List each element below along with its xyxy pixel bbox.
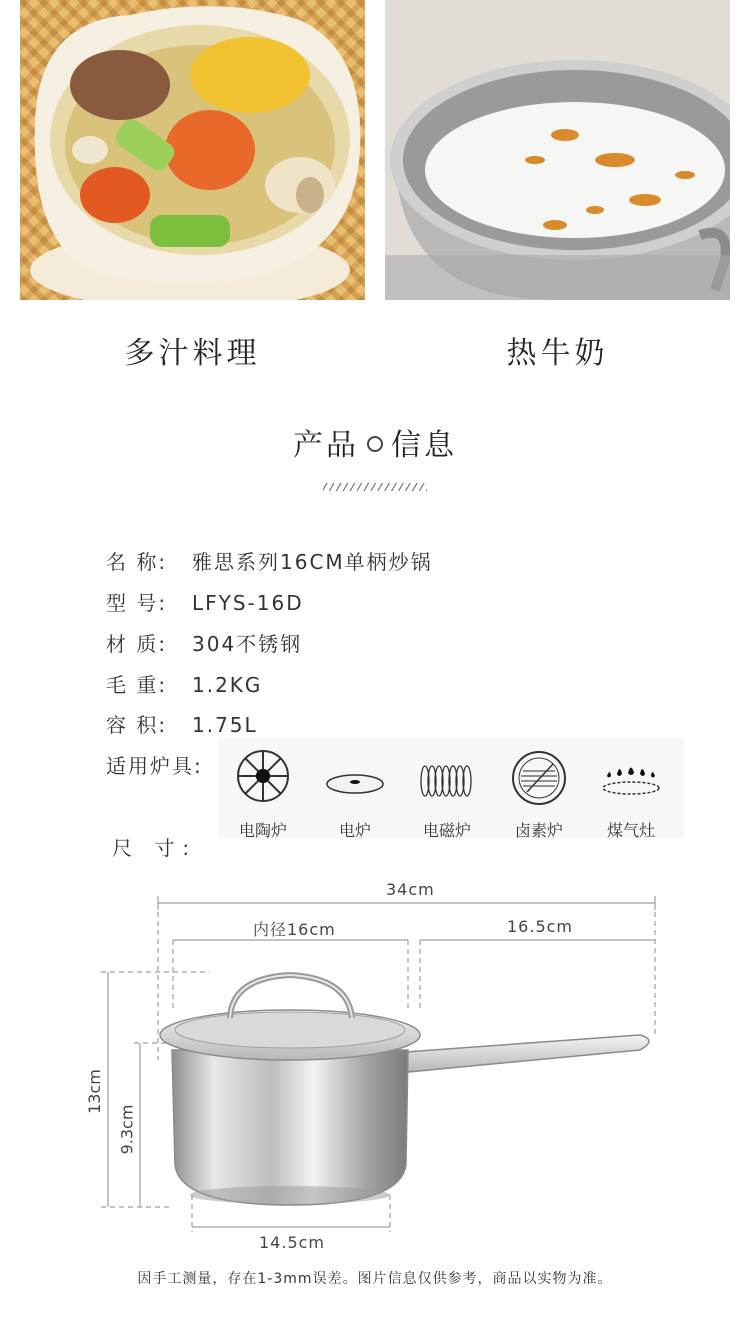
title-underline-decoration: [323, 483, 427, 491]
spec-value: 1.2KG: [192, 673, 263, 697]
stove-electric: [310, 738, 400, 838]
stove-name: 电磁炉: [422, 821, 471, 840]
stove-gas: [586, 738, 676, 838]
spec-label: 型 号:: [106, 591, 168, 615]
measurement-footnote: 因手工测量，存在1-3mm误差。图片信息仅供参考，商品以实物为准。: [137, 1271, 613, 1287]
section-title-right: 信息: [391, 428, 457, 463]
electric-stove-icon: [325, 746, 385, 806]
induction-coil-icon: [417, 746, 477, 806]
size-label: 尺 寸:: [112, 836, 198, 860]
spec-row-capacity: [106, 709, 258, 738]
spec-label: 材 质:: [106, 632, 168, 656]
dimension-drawing: [0, 860, 750, 1260]
spec-value: 1.75L: [192, 713, 258, 737]
section-title: [0, 420, 750, 464]
spec-label: 容 积:: [106, 713, 168, 737]
caption-juicy-dish: 多汁料理: [124, 336, 261, 371]
spec-value: 304不锈钢: [192, 632, 303, 656]
stove-name: 电陶炉: [238, 821, 287, 840]
stove-label: 适用炉具:: [106, 754, 203, 778]
dim-handle-length: 16.5cm: [507, 917, 574, 936]
stove-name: 电炉: [338, 821, 371, 840]
spec-row-model: [106, 587, 304, 616]
soup-photo: [20, 0, 365, 300]
stove-induction: [402, 738, 492, 838]
halogen-stove-icon: [509, 746, 569, 806]
milk-pot-photo: [385, 0, 730, 300]
dim-bottom-diameter: 14.5cm: [259, 1233, 326, 1252]
stove-panel: [218, 738, 684, 838]
spec-label: 毛 重:: [106, 673, 168, 697]
dim-inner-diameter: 内径16cm: [253, 920, 336, 939]
gas-burner-icon: [601, 746, 661, 806]
spec-row-material: [106, 628, 302, 657]
stove-ceramic: [218, 738, 308, 838]
circle-separator-icon: [367, 436, 383, 452]
spec-row-weight: [106, 669, 262, 698]
dim-total-length: 34cm: [386, 880, 435, 899]
stove-name: 煤气灶: [606, 821, 655, 840]
ceramic-stove-icon: [233, 746, 293, 806]
stove-halogen: [494, 738, 584, 838]
spec-value: LFYS-16D: [192, 591, 304, 615]
caption-hot-milk: 热牛奶: [506, 336, 609, 371]
spec-label: 名 称:: [106, 550, 168, 574]
dim-total-height: 13cm: [84, 1069, 104, 1114]
stove-name: 卤素炉: [514, 821, 563, 840]
section-title-left: 产品: [293, 428, 359, 463]
dim-body-height: 9.3cm: [117, 1104, 137, 1155]
spec-value: 雅思系列16CM单柄炒锅: [192, 550, 433, 574]
spec-row-name: [106, 546, 433, 575]
